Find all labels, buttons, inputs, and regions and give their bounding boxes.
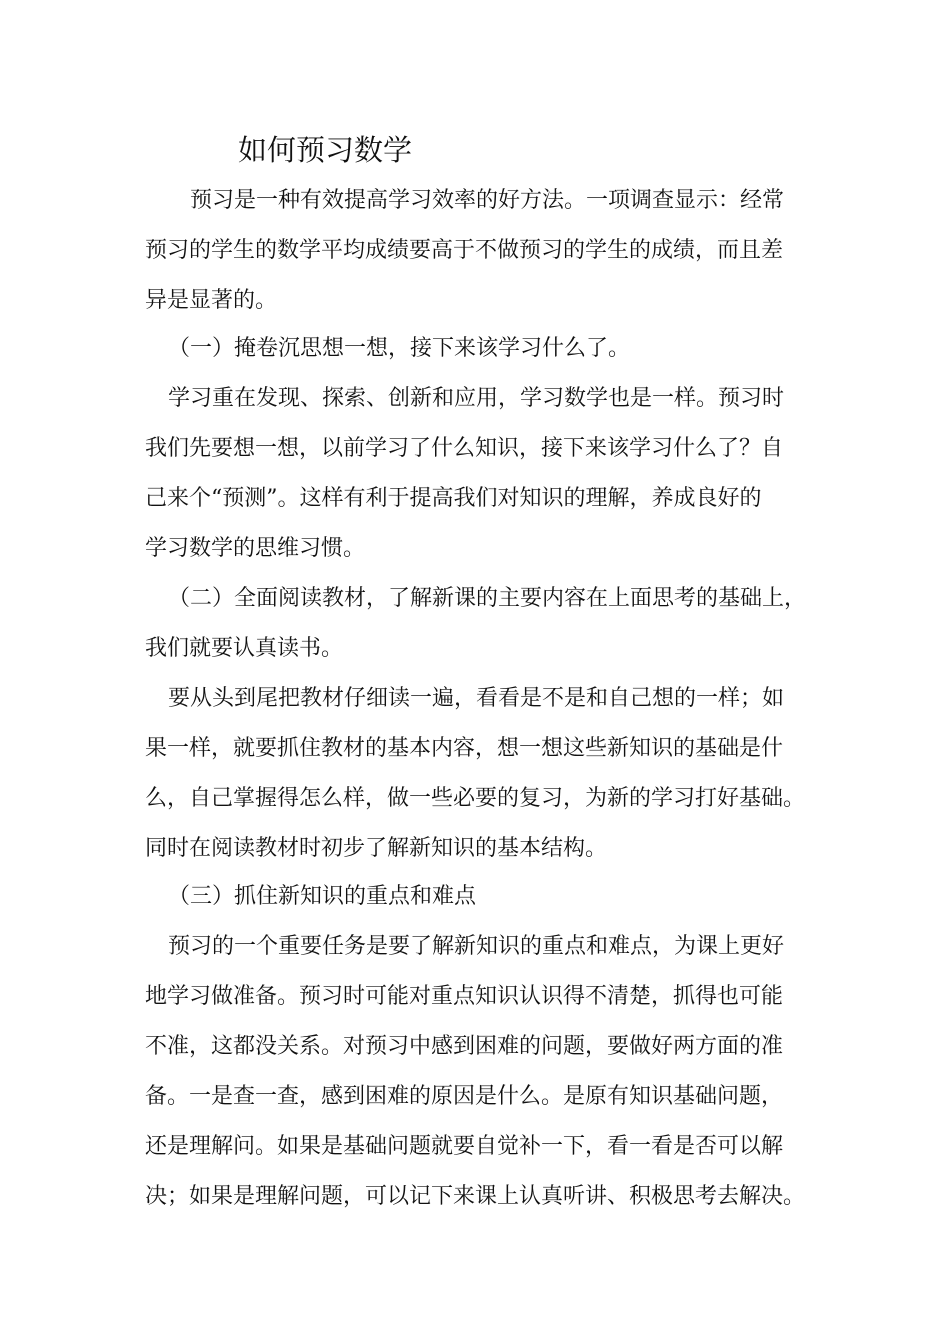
- body-line: 学习重在发现、探索、创新和应用，学习数学也是一样。预习时: [168, 386, 785, 411]
- section-heading: （一）掩卷沉思想一想，接下来该学习什么了。: [168, 336, 631, 361]
- body-line: 备。一是查一查，感到困难的原因是什么。是原有知识基础问题，: [145, 1084, 784, 1109]
- body-line: 么，自己掌握得怎么样，做一些必要的复习，为新的学习打好基础。: [145, 786, 806, 811]
- body-line: 要从头到尾把教材仔细读一遍，看看是不是和自己想的一样；如: [168, 686, 785, 711]
- body-line: 决；如果是理解问题，可以记下来课上认真听讲、积极思考去解决。: [145, 1184, 806, 1209]
- body-line: 我们先要想一想，以前学习了什么知识，接下来该学习什么了？自: [145, 436, 784, 461]
- body-line: 同时在阅读教材时初步了解新知识的基本结构。: [145, 836, 608, 861]
- section-heading: （三）抓住新知识的重点和难点: [168, 884, 477, 909]
- body-line: 不准，这都没关系。对预习中感到困难的问题，要做好两方面的准: [145, 1034, 784, 1059]
- body-line: 预习的一个重要任务是要了解新知识的重点和难点，为课上更好: [168, 934, 785, 959]
- body-line: 预习的学生的数学平均成绩要高于不做预习的学生的成绩，而且差: [145, 238, 784, 263]
- body-line: 预习是一种有效提高学习效率的好方法。一项调查显示：经常: [190, 188, 785, 213]
- document-title: 如何预习数学: [238, 133, 413, 167]
- body-line: 还是理解问。如果是基础问题就要自觉补一下，看一看是否可以解: [145, 1134, 784, 1159]
- body-line: 异是显著的。: [145, 288, 278, 313]
- body-line: 我们就要认真读书。: [145, 636, 344, 661]
- body-line: 己来个“预测”。这样有利于提高我们对知识的理解，养成良好的: [145, 486, 762, 511]
- section-heading: （二）全面阅读教材，了解新课的主要内容在上面思考的基础上，: [168, 586, 807, 611]
- body-line: 果一样，就要抓住教材的基本内容，想一想这些新知识的基础是什: [145, 736, 784, 761]
- body-line: 学习数学的思维习惯。: [145, 536, 366, 561]
- body-line: 地学习做准备。预习时可能对重点知识认识得不清楚，抓得也可能: [145, 984, 784, 1009]
